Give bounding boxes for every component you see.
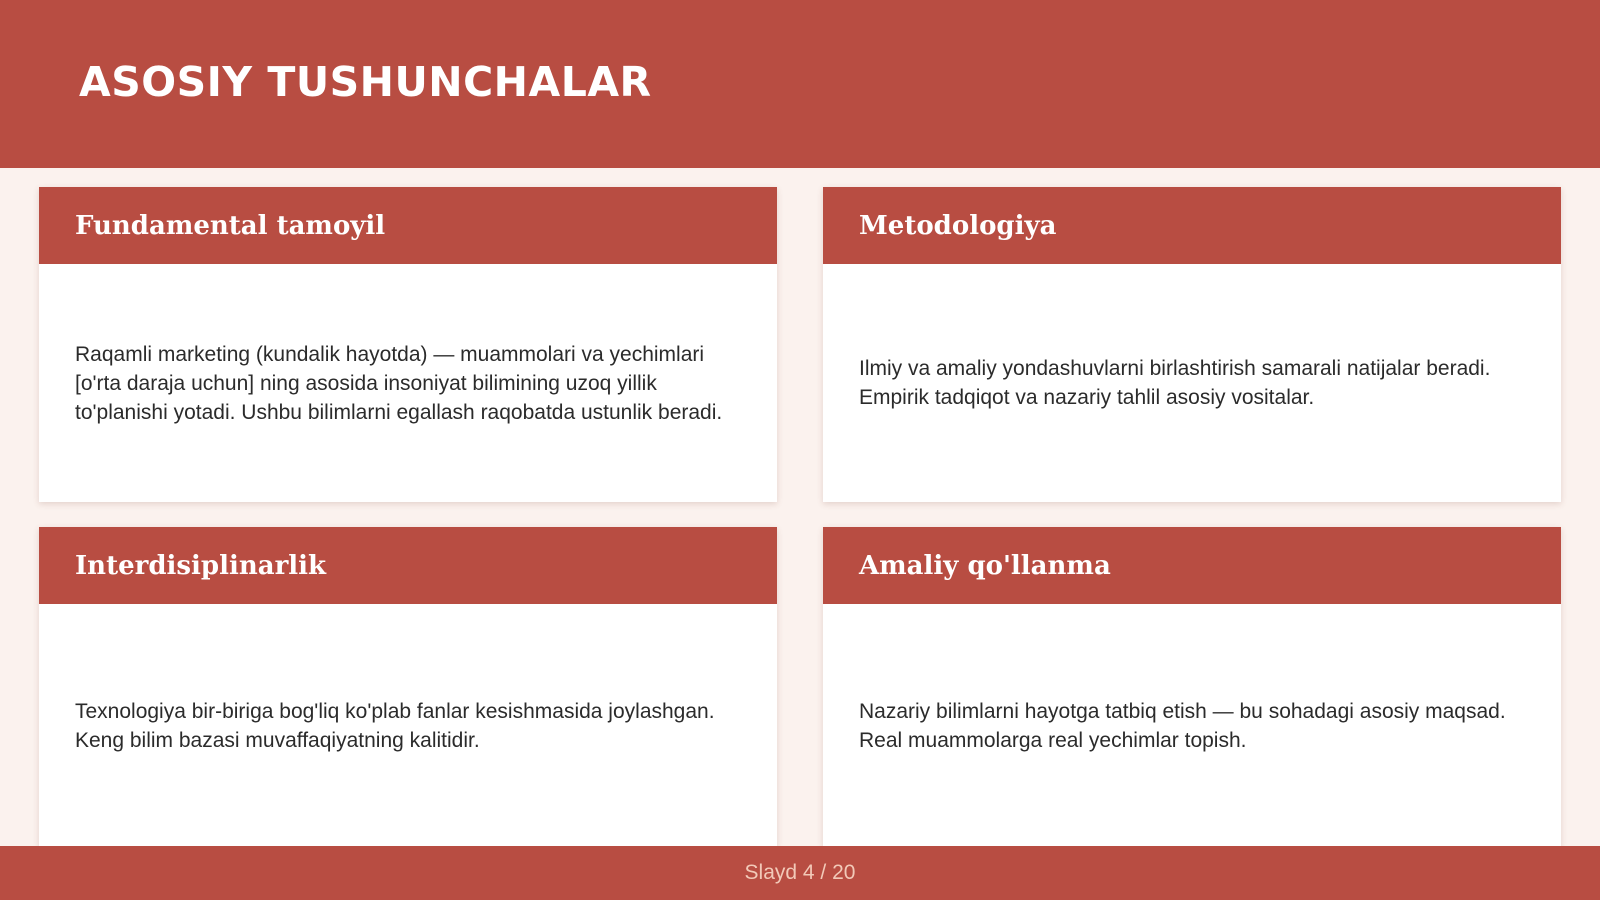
card-text: Raqamli marketing (kundalik hayotda) — muammolari va yechimlari [o'rta daraja uchun] ning asosida insoniyat bilimining uzoq yillik to'planishi yotadi. Ushbu bilimlarni egallash raqobatda ustunlik beradi. — [75, 342, 723, 424]
card-title: Fundamental tamoyil — [75, 210, 386, 241]
concept-card-interdisciplinary — [39, 527, 777, 847]
card-header — [823, 527, 1561, 604]
concept-card-practical-guide — [823, 527, 1561, 847]
card-header — [39, 187, 777, 264]
slide-counter: Slayd 4 / 20 — [744, 861, 856, 884]
concept-card-fundamental — [39, 187, 777, 502]
card-body — [823, 264, 1561, 502]
card-text: Texnologiya bir-biriga bog'liq ko'plab fanlar kesishmasida joylashgan. Keng bilim bazasi muvaffaqiyatning kalitidir. — [75, 699, 715, 752]
card-body — [39, 604, 777, 847]
card-title: Amaliy qo'llanma — [859, 550, 1111, 581]
slide-footer — [0, 846, 1600, 900]
card-text: Nazariy bilimlarni hayotga tatbiq etish — bu sohadagi asosiy maqsad. Real muammolarga real yechimlar topish. — [859, 699, 1506, 752]
card-header — [39, 527, 777, 604]
slide-header — [0, 0, 1600, 168]
concept-card-methodology — [823, 187, 1561, 502]
card-title: Interdisiplinarlik — [75, 550, 327, 581]
slide-title: ASOSIY TUSHUNCHALAR — [79, 58, 652, 106]
card-text: Ilmiy va amaliy yondashuvlarni birlashtirish samarali natijalar beradi. Empirik tadqiqot va nazariy tahlil asosiy vositalar. — [859, 357, 1491, 409]
card-header — [823, 187, 1561, 264]
card-body — [823, 604, 1561, 847]
card-body — [39, 264, 777, 502]
card-title: Metodologiya — [859, 210, 1057, 241]
